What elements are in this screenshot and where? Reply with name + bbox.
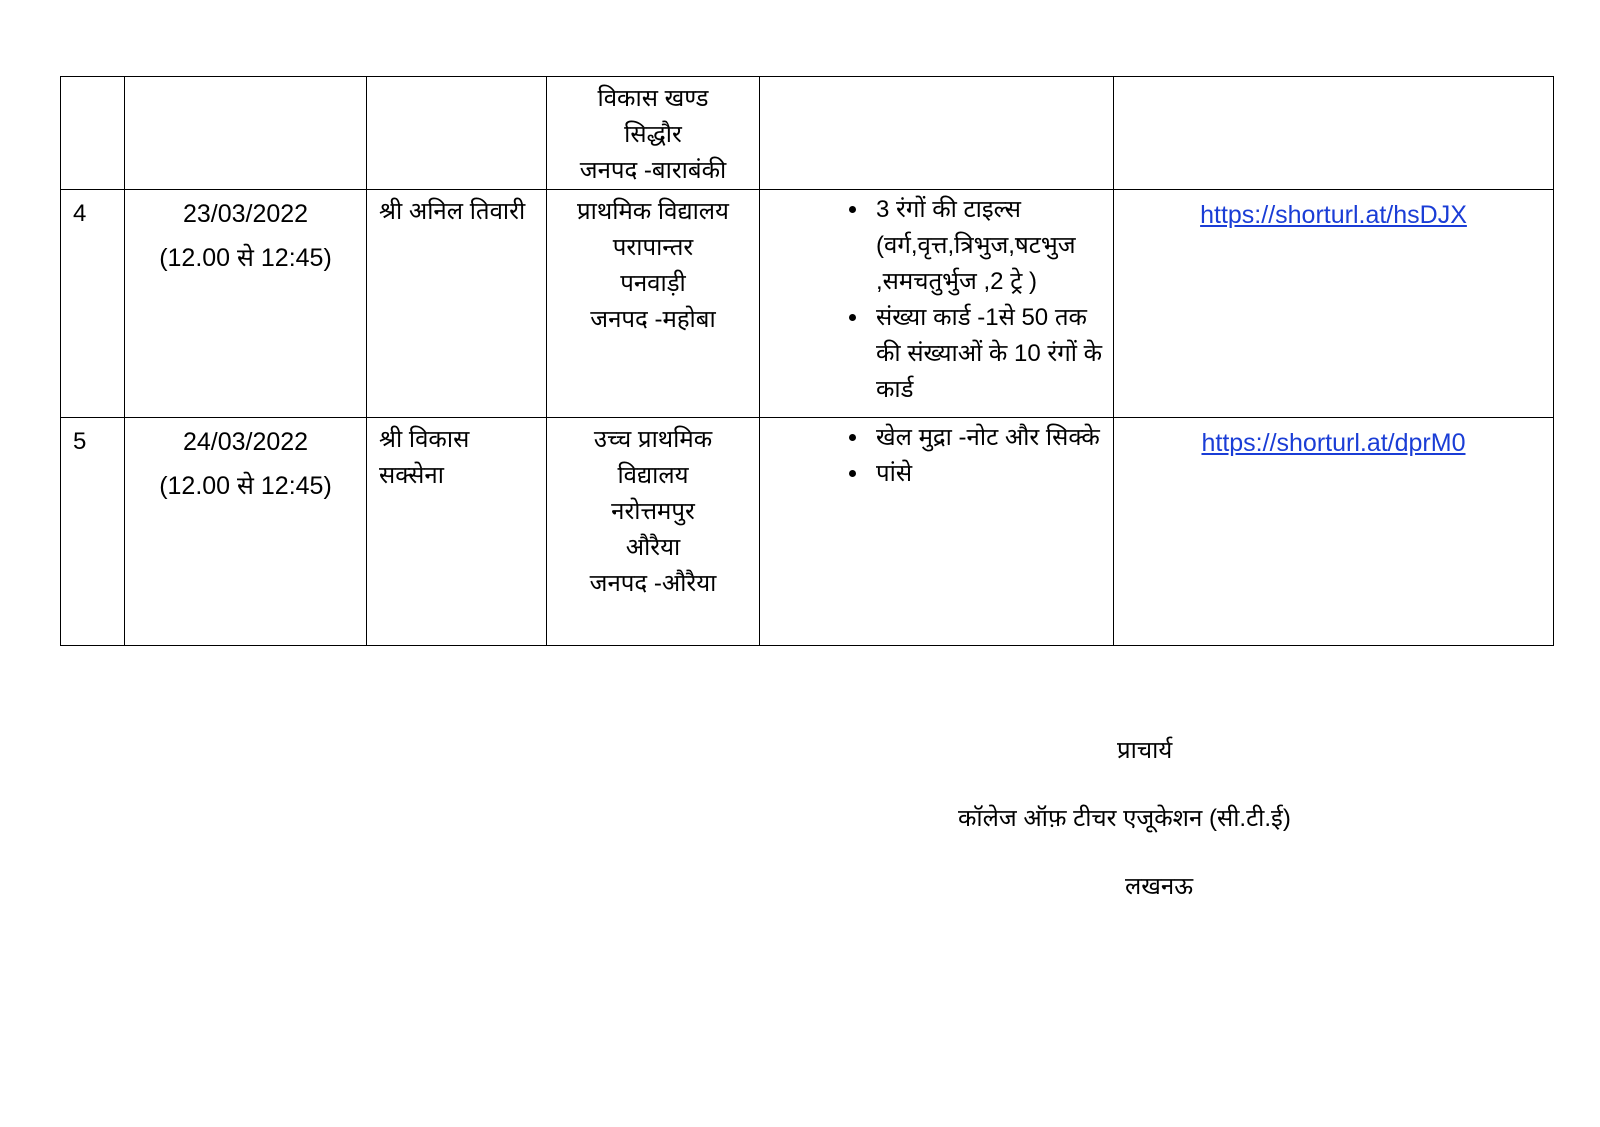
date-cell: [125, 77, 367, 190]
link-cell: [1114, 77, 1554, 190]
materials-list: [760, 420, 1113, 492]
link-cell: [1114, 418, 1554, 646]
school-line: पनवाड़ी: [620, 270, 686, 297]
materials-cell: [760, 418, 1114, 646]
school-line: प्राथमिक विद्यालय: [577, 198, 729, 225]
school-line: उच्च प्राथमिक: [593, 426, 713, 453]
school-cell: [547, 418, 760, 646]
schedule-table: [60, 76, 1554, 646]
link-cell: [1114, 190, 1554, 418]
signature-college: कॉलेज ऑफ़ टीचर एजूकेशन (सी.टी.ई): [958, 805, 1291, 832]
material-item: • पांसे: [870, 456, 1113, 492]
school-line: विकास खण्ड: [597, 85, 709, 112]
table-row: [61, 418, 1554, 646]
sn-cell: 4: [61, 190, 125, 418]
school-line: नरोत्तमपुर: [611, 498, 695, 525]
materials-cell: [760, 190, 1114, 418]
school-line: सिद्धौर: [624, 121, 682, 148]
video-link[interactable]: https://shorturl.at/dprM0: [1201, 429, 1466, 457]
school-line: विद्यालय: [617, 462, 689, 489]
session-time: (12.00 से 12:45): [159, 244, 332, 272]
teacher-cell: [367, 77, 547, 190]
table-row: [61, 190, 1554, 418]
sn-cell: [61, 77, 125, 190]
school-line: परापान्तर: [612, 234, 694, 261]
signature-city: लखनऊ: [1125, 873, 1194, 900]
materials-list: [760, 192, 1113, 408]
video-link[interactable]: https://shorturl.at/hsDJX: [1200, 201, 1467, 229]
date-cell: [125, 190, 367, 418]
school-line: जनपद -औरैया: [589, 570, 717, 597]
date-cell: [125, 418, 367, 646]
school-cell: [547, 190, 760, 418]
signature-title: प्राचार्य: [1117, 737, 1173, 764]
materials-cell: [760, 77, 1114, 190]
teacher-name: श्री अनिल तिवारी: [367, 190, 547, 418]
session-date: 24/03/2022: [182, 428, 309, 456]
session-time: (12.00 से 12:45): [159, 472, 332, 500]
school-line: औरैया: [625, 534, 681, 561]
material-item: • खेल मुद्रा -नोट और सिक्के: [870, 420, 1113, 456]
school-line: जनपद -बाराबंकी: [579, 157, 727, 184]
school-line: जनपद -महोबा: [590, 306, 716, 333]
table-row-continued: [61, 77, 1554, 190]
sn-cell: 5: [61, 418, 125, 646]
teacher-name: श्री विकास सक्सेना: [367, 418, 547, 646]
school-cell: [547, 77, 760, 190]
material-item: • संख्या कार्ड -1से 50 तक की संख्याओं के 10 रंगों के कार्ड: [870, 300, 1113, 408]
session-date: 23/03/2022: [182, 200, 309, 228]
material-item: • 3 रंगों की टाइल्स (वर्ग,वृत्त,त्रिभुज,षटभुज ,समचतुर्भुज ,2 ट्रे ): [870, 192, 1113, 300]
